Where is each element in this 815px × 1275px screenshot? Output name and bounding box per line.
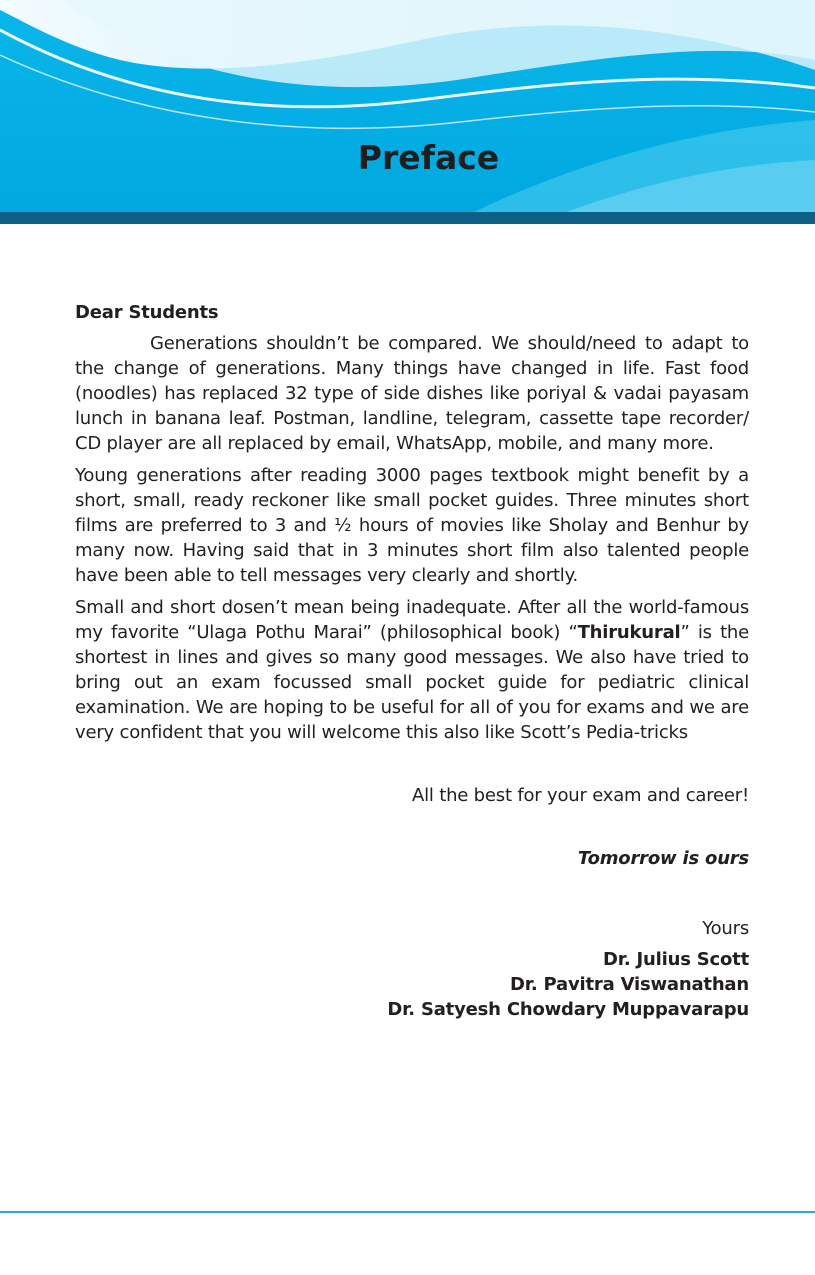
signoff: Yours xyxy=(702,918,749,939)
closing-wish: All the best for your exam and career! xyxy=(411,785,749,806)
letter-body xyxy=(75,300,749,752)
paragraph-3-text-a: Small and short dosen’t mean being inadequate. After all the world-famous my favorite “Ulaga Pothu Marai” (philosophical book) “ xyxy=(75,597,749,643)
page-title: Preface xyxy=(357,138,500,177)
author-list xyxy=(249,947,749,1022)
header-banner xyxy=(0,0,815,214)
paragraph-2: Young generations after reading 3000 pages textbook might benefit by a short, small, ready reckoner like small pocket guides. Three minutes short films are preferred to 3 and ½ hours of movies like Sholay and Benhur by many now. Having said that in 3 minutes short film also talented people have been able to tell messages very clearly and shortly. xyxy=(75,465,749,586)
paragraph-1: Generations shouldn’t be compared. We should/need to adapt to the change of generations. Many things have changed in life. Fast food (noodles) has replaced 32 type of side dishes like poriyal & vadai payasam lunch in banana leaf. Postman, landline, telegram, cassette tape recorder/ CD player are all replaced by email, WhatsApp, mobile, and many more. xyxy=(75,333,749,454)
paragraph-3 xyxy=(75,595,749,745)
greeting: Dear Students xyxy=(75,302,219,323)
author-name: Dr. Julius Scott xyxy=(602,949,749,970)
author-name: Dr. Satyesh Chowdary Muppavarapu xyxy=(387,999,749,1020)
wave-background xyxy=(0,0,815,214)
banner-divider xyxy=(0,212,815,224)
thirukural-highlight: Thirukural xyxy=(577,622,681,643)
paragraph-3-text-b: ” is the shortest in lines and gives so many good messages. We also have tried to bring out an exam focussed small pocket guide for pediatric clinical examination. We are hoping to be useful for all of you for exams and we are very confident that you will welcome this also like Scott’s Pedia-tricks xyxy=(75,622,750,743)
motto: Tomorrow is ours xyxy=(577,848,749,869)
author-name: Dr. Pavitra Viswanathan xyxy=(509,974,749,995)
footer-rule xyxy=(0,1211,815,1213)
